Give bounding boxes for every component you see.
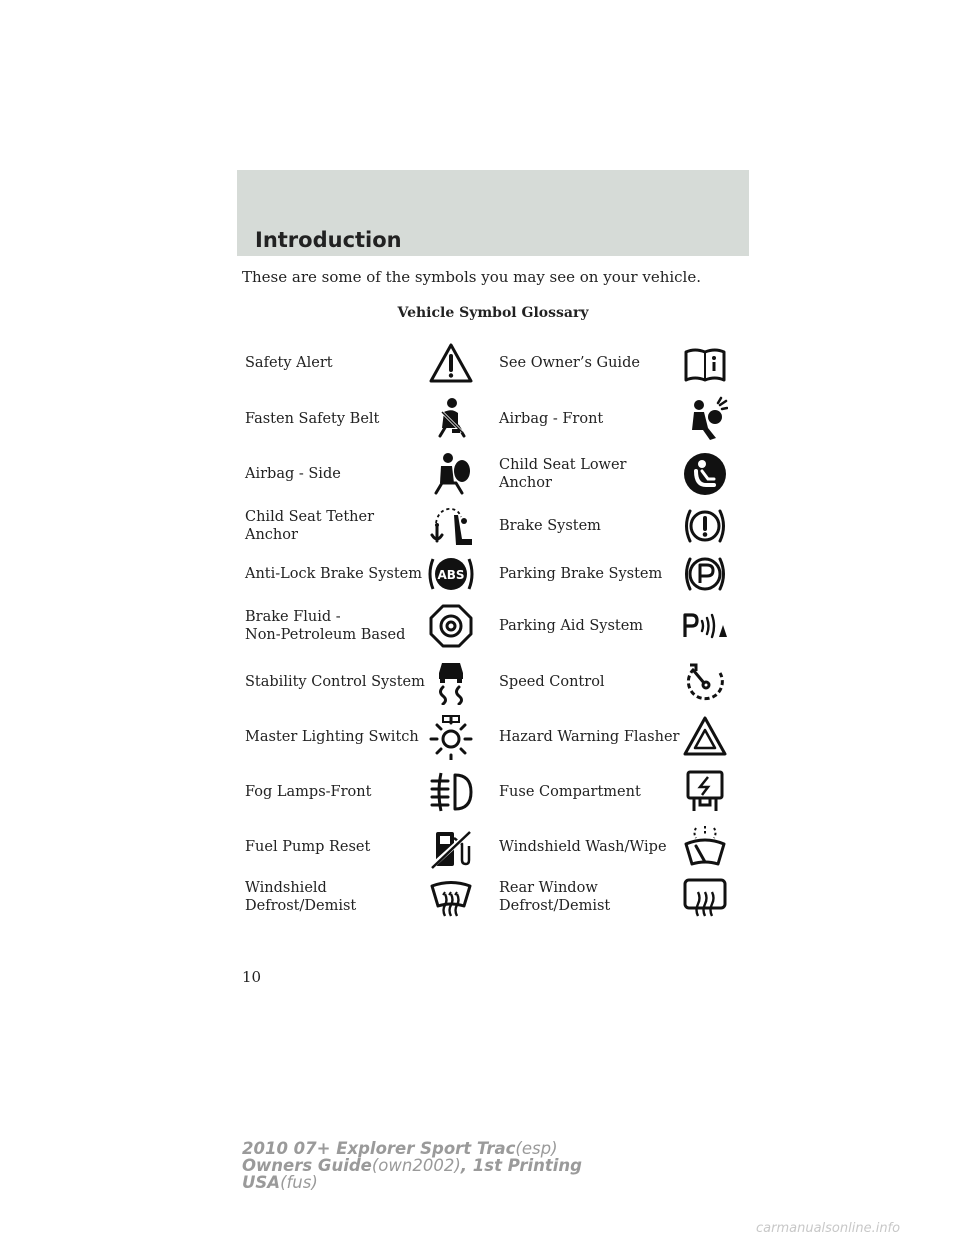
section-header xyxy=(237,170,749,256)
footer-model-code: (esp) xyxy=(515,1139,558,1158)
windshield-wash-wipe-icon xyxy=(682,824,728,870)
child-seat-tether-icon xyxy=(428,503,474,549)
symbol-label-line: Defrost/Demist xyxy=(245,898,357,914)
symbol-label xyxy=(245,565,422,583)
print-footer xyxy=(242,1140,582,1191)
symbol-label xyxy=(245,410,379,428)
brake-fluid-icon xyxy=(428,603,474,649)
symbol-label-line: Hazard Warning Flasher xyxy=(499,729,680,745)
symbol-label-line: Parking Aid System xyxy=(499,618,644,634)
parking-aid-icon xyxy=(682,603,728,649)
symbol-label xyxy=(499,565,662,583)
symbol-label xyxy=(245,673,425,691)
symbol-label-line: Fuse Compartment xyxy=(499,784,641,800)
symbol-label-line: Anchor xyxy=(499,475,552,491)
speed-control-icon xyxy=(682,659,728,705)
fog-lamps-icon xyxy=(428,769,474,815)
symbol-label xyxy=(245,879,356,915)
child-seat-lower-anchor-icon xyxy=(682,451,728,497)
symbol-label xyxy=(245,354,333,372)
symbol-label-line: Speed Control xyxy=(499,674,605,690)
symbol-label xyxy=(499,879,610,915)
symbol-label xyxy=(245,838,370,856)
symbol-label-line: Anchor xyxy=(245,527,298,543)
symbol-label xyxy=(499,410,603,428)
footer-market-code: (fus) xyxy=(280,1173,318,1192)
symbol-label-line: Master Lighting Switch xyxy=(245,729,419,745)
abs-icon xyxy=(428,551,474,597)
symbol-label xyxy=(245,728,419,746)
airbag-side-icon xyxy=(428,451,474,497)
symbol-label xyxy=(499,728,679,746)
master-lighting-icon xyxy=(428,714,474,760)
footer-model: 2010 07+ Explorer Sport Trac xyxy=(242,1139,516,1158)
parking-brake-icon xyxy=(682,551,728,597)
rear-window-defrost-icon xyxy=(682,874,728,920)
symbol-label-line: See Owner’s Guide xyxy=(499,355,640,371)
symbol-label xyxy=(499,517,601,535)
fuel-pump-reset-icon xyxy=(428,824,474,870)
symbol-label xyxy=(499,673,605,691)
owners-guide-icon xyxy=(682,340,728,386)
symbol-label xyxy=(499,617,643,635)
hazard-flasher-icon xyxy=(682,714,728,760)
airbag-front-icon xyxy=(682,396,728,442)
brake-system-icon xyxy=(682,503,728,549)
symbol-label xyxy=(245,608,405,644)
windshield-defrost-icon xyxy=(428,874,474,920)
glossary-title: Vehicle Symbol Glossary xyxy=(397,305,589,321)
symbol-label-line: Fuel Pump Reset xyxy=(245,839,371,855)
symbol-label-line: Windshield xyxy=(245,880,327,896)
symbol-label-line: Windshield Wash/Wipe xyxy=(499,839,667,855)
symbol-label-line: Anti-Lock Brake System xyxy=(245,566,422,582)
footer-guide: Owners Guide xyxy=(242,1156,372,1175)
stability-control-icon xyxy=(428,659,474,705)
safety-alert-icon xyxy=(428,340,474,386)
symbol-label-line: Safety Alert xyxy=(245,355,333,371)
footer-printing: , 1st Printing xyxy=(460,1156,582,1175)
symbol-label-line: Fasten Safety Belt xyxy=(245,411,380,427)
symbol-label-line: Fog Lamps-Front xyxy=(245,784,372,800)
symbol-label xyxy=(245,465,341,483)
symbol-label-line: Rear Window xyxy=(499,880,598,896)
symbol-label xyxy=(499,354,640,372)
symbol-label xyxy=(245,508,374,544)
page-number: 10 xyxy=(242,968,262,986)
symbol-label-line: Defrost/Demist xyxy=(499,898,611,914)
footer-guide-code: (own2002) xyxy=(371,1156,461,1175)
symbol-label xyxy=(245,783,371,801)
seat-belt-icon xyxy=(428,396,474,442)
svg-text:ABS: ABS xyxy=(437,568,465,582)
symbol-label xyxy=(499,456,626,492)
symbol-label-line: Non-Petroleum Based xyxy=(245,627,406,643)
intro-text: These are some of the symbols you may see on your vehicle. xyxy=(242,268,701,286)
footer-market: USA xyxy=(242,1173,281,1192)
symbol-label-line: Child Seat Tether xyxy=(245,509,374,525)
symbol-label-line: Stability Control System xyxy=(245,674,425,690)
section-title: Introduction xyxy=(255,228,402,252)
symbol-label-line: Airbag - Front xyxy=(499,411,604,427)
symbol-label-line: Brake Fluid - xyxy=(245,609,341,625)
symbol-label xyxy=(499,783,641,801)
symbol-label-line: Parking Brake System xyxy=(499,566,663,582)
symbol-label-line: Brake System xyxy=(499,518,601,534)
symbol-label-line: Airbag - Side xyxy=(245,466,341,482)
watermark-brand: carmanualsonline.info xyxy=(756,1221,901,1236)
symbol-label xyxy=(499,838,667,856)
fuse-compartment-icon xyxy=(682,769,728,815)
symbol-label-line: Child Seat Lower xyxy=(499,457,627,473)
